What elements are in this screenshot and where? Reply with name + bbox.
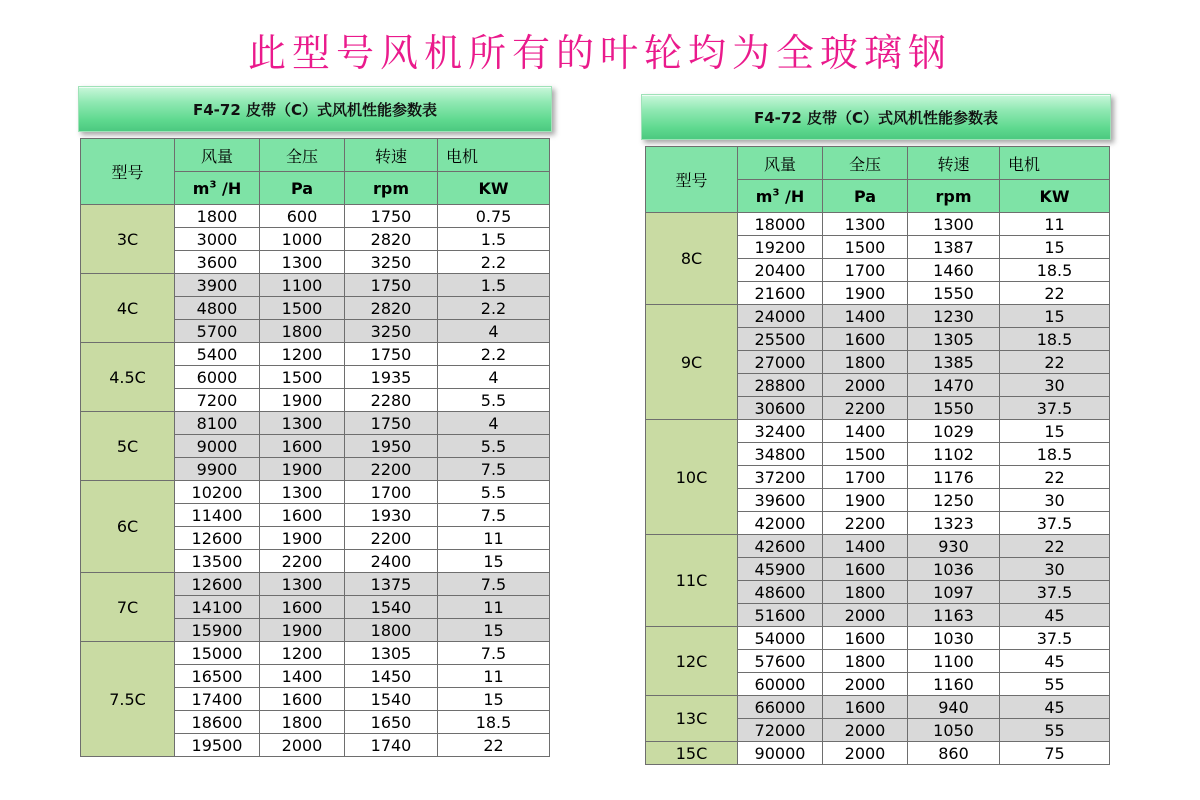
motor-cell: 15 <box>1000 420 1110 443</box>
motor-cell: 5.5 <box>438 435 550 458</box>
airflow-cell: 5400 <box>175 343 260 366</box>
header-airflow: 风量 <box>738 147 823 180</box>
speed-cell: 1030 <box>908 627 1000 650</box>
unit-airflow-exponent: 3 <box>209 179 217 191</box>
pressure-cell: 1700 <box>823 466 908 489</box>
page-headline: 此型号风机所有的叶轮均为全玻璃钢 <box>247 31 952 75</box>
header-model: 型号 <box>646 147 738 213</box>
motor-cell: 5.5 <box>438 481 550 504</box>
airflow-cell: 42000 <box>738 512 823 535</box>
motor-cell: 4 <box>438 412 550 435</box>
airflow-cell: 3600 <box>175 251 260 274</box>
speed-cell: 1050 <box>908 719 1000 742</box>
model-cell: 5C <box>81 412 175 481</box>
speed-cell: 1460 <box>908 259 1000 282</box>
pressure-cell: 1900 <box>260 458 345 481</box>
motor-cell: 7.5 <box>438 504 550 527</box>
airflow-cell: 3900 <box>175 274 260 297</box>
speed-cell: 1305 <box>908 328 1000 351</box>
pressure-cell: 1600 <box>260 596 345 619</box>
motor-cell: 45 <box>1000 604 1110 627</box>
airflow-cell: 15900 <box>175 619 260 642</box>
motor-cell: 4 <box>438 366 550 389</box>
pressure-cell: 1300 <box>260 481 345 504</box>
airflow-cell: 54000 <box>738 627 823 650</box>
motor-cell: 37.5 <box>1000 627 1110 650</box>
unit-airflow-rest: /H <box>779 186 805 206</box>
table-row <box>81 343 550 366</box>
speed-cell: 1550 <box>908 397 1000 420</box>
table-row <box>81 642 550 665</box>
speed-cell: 1800 <box>345 619 438 642</box>
speed-cell: 1930 <box>345 504 438 527</box>
airflow-cell: 1800 <box>175 205 260 228</box>
model-cell: 12C <box>646 627 738 696</box>
airflow-cell: 51600 <box>738 604 823 627</box>
speed-cell: 2820 <box>345 228 438 251</box>
pressure-cell: 2000 <box>260 734 345 757</box>
speed-cell: 1540 <box>345 688 438 711</box>
unit-pressure: Pa <box>823 180 908 213</box>
motor-cell: 22 <box>1000 466 1110 489</box>
speed-cell: 1750 <box>345 274 438 297</box>
airflow-cell: 19500 <box>175 734 260 757</box>
pressure-cell: 2000 <box>823 719 908 742</box>
pressure-cell: 2000 <box>823 673 908 696</box>
speed-cell: 1375 <box>345 573 438 596</box>
airflow-cell: 9900 <box>175 458 260 481</box>
speed-cell: 1036 <box>908 558 1000 581</box>
pressure-cell: 1400 <box>823 420 908 443</box>
model-cell: 3C <box>81 205 175 274</box>
speed-cell: 2200 <box>345 458 438 481</box>
pressure-cell: 2000 <box>823 374 908 397</box>
speed-cell: 1450 <box>345 665 438 688</box>
airflow-cell: 90000 <box>738 742 823 765</box>
header-speed: 转速 <box>345 139 438 172</box>
airflow-cell: 27000 <box>738 351 823 374</box>
model-cell: 9C <box>646 305 738 420</box>
pressure-cell: 1600 <box>823 627 908 650</box>
pressure-cell: 1600 <box>823 328 908 351</box>
airflow-cell: 6000 <box>175 366 260 389</box>
pressure-cell: 2200 <box>260 550 345 573</box>
airflow-cell: 12600 <box>175 573 260 596</box>
airflow-cell: 5700 <box>175 320 260 343</box>
motor-cell: 15 <box>438 550 550 573</box>
pressure-cell: 1900 <box>260 389 345 412</box>
pressure-cell: 1600 <box>260 688 345 711</box>
table-title-left: F4-72 皮带（C）式风机性能参数表 <box>78 86 552 132</box>
airflow-cell: 39600 <box>738 489 823 512</box>
airflow-cell: 17400 <box>175 688 260 711</box>
speed-cell: 3250 <box>345 320 438 343</box>
pressure-cell: 2200 <box>823 512 908 535</box>
pressure-cell: 1500 <box>260 297 345 320</box>
pressure-cell: 1400 <box>823 305 908 328</box>
motor-cell: 7.5 <box>438 642 550 665</box>
motor-cell: 15 <box>1000 236 1110 259</box>
speed-cell: 2400 <box>345 550 438 573</box>
motor-cell: 18.5 <box>1000 328 1110 351</box>
header-pressure: 全压 <box>260 139 345 172</box>
speed-cell: 1160 <box>908 673 1000 696</box>
motor-cell: 1.5 <box>438 274 550 297</box>
pressure-cell: 1700 <box>823 259 908 282</box>
motor-cell: 18.5 <box>1000 443 1110 466</box>
motor-cell: 22 <box>1000 282 1110 305</box>
speed-cell: 1176 <box>908 466 1000 489</box>
airflow-cell: 60000 <box>738 673 823 696</box>
airflow-cell: 10200 <box>175 481 260 504</box>
table-row <box>81 274 550 297</box>
motor-cell: 15 <box>1000 305 1110 328</box>
table-row <box>646 627 1110 650</box>
motor-cell: 11 <box>438 596 550 619</box>
motor-cell: 5.5 <box>438 389 550 412</box>
unit-airflow <box>175 172 260 205</box>
table-row <box>646 420 1110 443</box>
motor-cell: 55 <box>1000 719 1110 742</box>
pressure-cell: 2200 <box>823 397 908 420</box>
table-title-right: F4-72 皮带（C）式风机性能参数表 <box>641 94 1111 140</box>
model-cell: 4.5C <box>81 343 175 412</box>
airflow-cell: 45900 <box>738 558 823 581</box>
airflow-cell: 42600 <box>738 535 823 558</box>
motor-cell: 11 <box>438 665 550 688</box>
unit-airflow-base: m <box>192 178 210 198</box>
unit-speed: rpm <box>345 172 438 205</box>
motor-cell: 22 <box>438 734 550 757</box>
pressure-cell: 1600 <box>260 504 345 527</box>
header-speed: 转速 <box>908 147 1000 180</box>
header-pressure: 全压 <box>823 147 908 180</box>
performance-table-left <box>80 138 550 757</box>
pressure-cell: 1500 <box>823 236 908 259</box>
table-row <box>81 205 550 228</box>
motor-cell: 30 <box>1000 374 1110 397</box>
airflow-cell: 7200 <box>175 389 260 412</box>
airflow-cell: 19200 <box>738 236 823 259</box>
speed-cell: 1650 <box>345 711 438 734</box>
airflow-cell: 13500 <box>175 550 260 573</box>
speed-cell: 1029 <box>908 420 1000 443</box>
speed-cell: 1100 <box>908 650 1000 673</box>
airflow-cell: 18600 <box>175 711 260 734</box>
table-row <box>646 213 1110 236</box>
pressure-cell: 1900 <box>823 489 908 512</box>
airflow-cell: 66000 <box>738 696 823 719</box>
unit-pressure: Pa <box>260 172 345 205</box>
pressure-cell: 1300 <box>260 251 345 274</box>
pressure-cell: 1200 <box>260 343 345 366</box>
unit-speed: rpm <box>908 180 1000 213</box>
motor-cell: 15 <box>438 619 550 642</box>
model-cell: 7C <box>81 573 175 642</box>
pressure-cell: 1100 <box>260 274 345 297</box>
speed-cell: 1750 <box>345 412 438 435</box>
model-cell: 15C <box>646 742 738 765</box>
motor-cell: 37.5 <box>1000 512 1110 535</box>
speed-cell: 1750 <box>345 205 438 228</box>
header-airflow: 风量 <box>175 139 260 172</box>
speed-cell: 1950 <box>345 435 438 458</box>
speed-cell: 1300 <box>908 213 1000 236</box>
pressure-cell: 2000 <box>823 604 908 627</box>
speed-cell: 1935 <box>345 366 438 389</box>
table-row <box>81 573 550 596</box>
airflow-cell: 72000 <box>738 719 823 742</box>
motor-cell: 2.2 <box>438 251 550 274</box>
header-model: 型号 <box>81 139 175 205</box>
pressure-cell: 1200 <box>260 642 345 665</box>
table-row <box>646 305 1110 328</box>
motor-cell: 2.2 <box>438 343 550 366</box>
pressure-cell: 1800 <box>823 351 908 374</box>
model-cell: 6C <box>81 481 175 573</box>
airflow-cell: 11400 <box>175 504 260 527</box>
table-row <box>81 481 550 504</box>
speed-cell: 3250 <box>345 251 438 274</box>
motor-cell: 30 <box>1000 558 1110 581</box>
speed-cell: 1540 <box>345 596 438 619</box>
pressure-cell: 1900 <box>823 282 908 305</box>
speed-cell: 1250 <box>908 489 1000 512</box>
airflow-cell: 24000 <box>738 305 823 328</box>
pressure-cell: 1400 <box>260 665 345 688</box>
motor-cell: 0.75 <box>438 205 550 228</box>
table-row <box>646 696 1110 719</box>
speed-cell: 1305 <box>345 642 438 665</box>
pressure-cell: 2000 <box>823 742 908 765</box>
motor-cell: 11 <box>438 527 550 550</box>
motor-cell: 15 <box>438 688 550 711</box>
model-cell: 8C <box>646 213 738 305</box>
pressure-cell: 1900 <box>260 527 345 550</box>
unit-airflow <box>738 180 823 213</box>
model-cell: 13C <box>646 696 738 742</box>
motor-cell: 55 <box>1000 673 1110 696</box>
speed-cell: 2280 <box>345 389 438 412</box>
motor-cell: 11 <box>1000 213 1110 236</box>
motor-cell: 7.5 <box>438 458 550 481</box>
speed-cell: 1470 <box>908 374 1000 397</box>
motor-cell: 1.5 <box>438 228 550 251</box>
unit-airflow-base: m <box>755 186 773 206</box>
model-cell: 4C <box>81 274 175 343</box>
airflow-cell: 21600 <box>738 282 823 305</box>
speed-cell: 1750 <box>345 343 438 366</box>
motor-cell: 7.5 <box>438 573 550 596</box>
speed-cell: 930 <box>908 535 1000 558</box>
airflow-cell: 4800 <box>175 297 260 320</box>
airflow-cell: 14100 <box>175 596 260 619</box>
airflow-cell: 30600 <box>738 397 823 420</box>
unit-airflow-rest: /H <box>216 178 242 198</box>
pressure-cell: 1800 <box>823 650 908 673</box>
pressure-cell: 1600 <box>823 558 908 581</box>
motor-cell: 45 <box>1000 696 1110 719</box>
airflow-cell: 28800 <box>738 374 823 397</box>
model-cell: 7.5C <box>81 642 175 757</box>
pressure-cell: 1500 <box>260 366 345 389</box>
motor-cell: 18.5 <box>1000 259 1110 282</box>
speed-cell: 1385 <box>908 351 1000 374</box>
pressure-cell: 1300 <box>260 573 345 596</box>
speed-cell: 1163 <box>908 604 1000 627</box>
airflow-cell: 16500 <box>175 665 260 688</box>
speed-cell: 1097 <box>908 581 1000 604</box>
unit-airflow-exponent: 3 <box>772 187 780 199</box>
pressure-cell: 1900 <box>260 619 345 642</box>
pressure-cell: 1800 <box>260 320 345 343</box>
motor-cell: 22 <box>1000 535 1110 558</box>
header-motor: 电机 <box>438 139 550 172</box>
speed-cell: 1102 <box>908 443 1000 466</box>
speed-cell: 1230 <box>908 305 1000 328</box>
table-row <box>81 412 550 435</box>
speed-cell: 2200 <box>345 527 438 550</box>
airflow-cell: 9000 <box>175 435 260 458</box>
motor-cell: 45 <box>1000 650 1110 673</box>
pressure-cell: 1600 <box>823 696 908 719</box>
speed-cell: 2820 <box>345 297 438 320</box>
speed-cell: 1387 <box>908 236 1000 259</box>
speed-cell: 1700 <box>345 481 438 504</box>
pressure-cell: 1500 <box>823 443 908 466</box>
airflow-cell: 32400 <box>738 420 823 443</box>
airflow-cell: 20400 <box>738 259 823 282</box>
pressure-cell: 1800 <box>260 711 345 734</box>
speed-cell: 860 <box>908 742 1000 765</box>
motor-cell: 37.5 <box>1000 581 1110 604</box>
motor-cell: 2.2 <box>438 297 550 320</box>
motor-cell: 30 <box>1000 489 1110 512</box>
performance-table-right <box>645 146 1110 765</box>
pressure-cell: 1300 <box>823 213 908 236</box>
motor-cell: 4 <box>438 320 550 343</box>
model-cell: 11C <box>646 535 738 627</box>
airflow-cell: 34800 <box>738 443 823 466</box>
airflow-cell: 18000 <box>738 213 823 236</box>
table-row <box>646 535 1110 558</box>
airflow-cell: 15000 <box>175 642 260 665</box>
model-cell: 10C <box>646 420 738 535</box>
airflow-cell: 57600 <box>738 650 823 673</box>
pressure-cell: 1400 <box>823 535 908 558</box>
table-row <box>646 742 1110 765</box>
airflow-cell: 8100 <box>175 412 260 435</box>
speed-cell: 1740 <box>345 734 438 757</box>
airflow-cell: 3000 <box>175 228 260 251</box>
airflow-cell: 37200 <box>738 466 823 489</box>
pressure-cell: 1800 <box>823 581 908 604</box>
unit-motor: KW <box>1000 180 1110 213</box>
speed-cell: 1550 <box>908 282 1000 305</box>
motor-cell: 75 <box>1000 742 1110 765</box>
motor-cell: 22 <box>1000 351 1110 374</box>
header-motor: 电机 <box>1000 147 1110 180</box>
airflow-cell: 25500 <box>738 328 823 351</box>
speed-cell: 1323 <box>908 512 1000 535</box>
pressure-cell: 1600 <box>260 435 345 458</box>
pressure-cell: 600 <box>260 205 345 228</box>
unit-motor: KW <box>438 172 550 205</box>
motor-cell: 37.5 <box>1000 397 1110 420</box>
speed-cell: 940 <box>908 696 1000 719</box>
pressure-cell: 1000 <box>260 228 345 251</box>
motor-cell: 18.5 <box>438 711 550 734</box>
pressure-cell: 1300 <box>260 412 345 435</box>
airflow-cell: 48600 <box>738 581 823 604</box>
airflow-cell: 12600 <box>175 527 260 550</box>
